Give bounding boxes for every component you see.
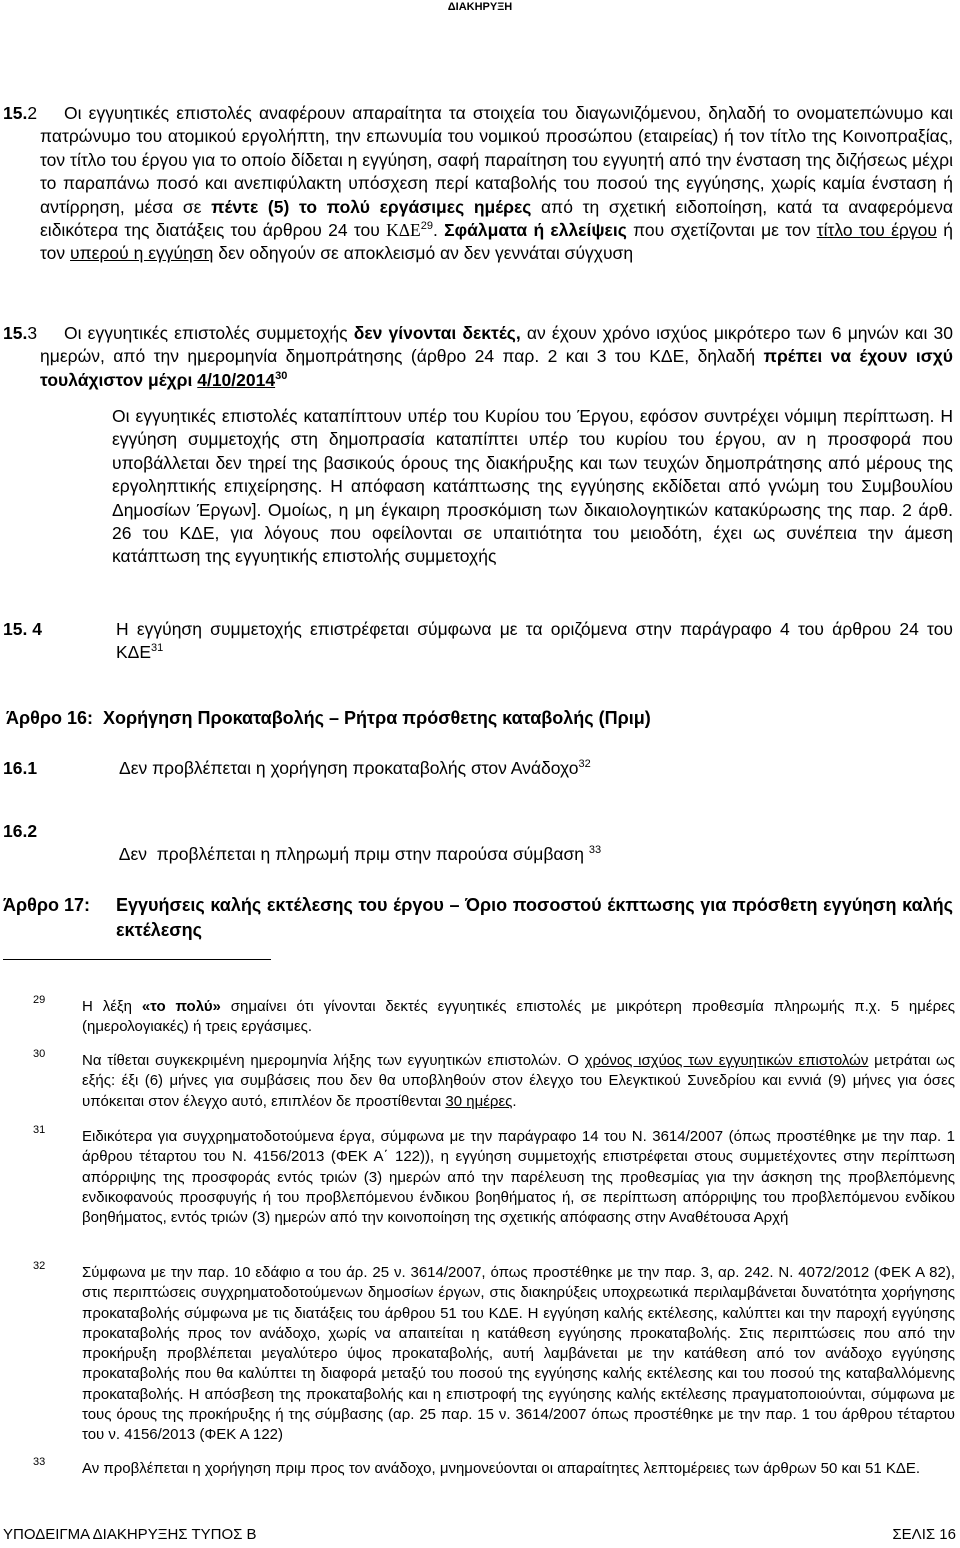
- p15-2-underline-title: τίτλο του έργου: [816, 220, 937, 241]
- section-number-16-1: 16.1: [3, 758, 38, 778]
- fn30-end: .: [512, 1092, 517, 1110]
- footnote-31: Ειδικότερα για συγχρηματοδοτούμενα έργα, σύμφωνα με την παράγραφο 14 του Ν. 3614/2007 (όπως προστέθηκε με την παρ. 1 άρθρου τέταρτου του Ν. 4156/2013 (ΦΕΚ Α΄ 122)), η εγγύηση συμμετοχής επιστρέφεται στους συμμετέχοντες στην περίπτωση απόρριψης της προσφοράς εντός τριών (3) ημερών από την παρέλευση της προθεσμίας για την άσκηση της προβλεπόμενης ενδικοφανούς προσφυγής ή του προβλεπόμενου ένδικου βοηθήματος ή, σε περίπτωση απόρριψης του προβλεπόμενου ενδίκου βοηθήματος, εντός τριών (3) ημερών από την κοινοποίηση της σχετικής απόφασης στην Αναθέτουσα Αρχή: [82, 1128, 955, 1227]
- fn29-pre: Η λέξη: [82, 998, 132, 1015]
- p15-2-bold-errors: Σφάλματα ή ελλείψεις: [444, 220, 627, 241]
- section-number-main: 15.: [3, 103, 28, 123]
- p15-2-text3: που σχετίζονται με τον: [633, 220, 811, 241]
- article-17-label: Άρθρο 17:: [3, 895, 91, 915]
- footnote-31-number: 31: [33, 1124, 46, 1136]
- fn30-pre: Να τίθεται συγκεκριμένη ημερομηνία λήξης των εγγυητικών επιστολών. Ο: [82, 1052, 579, 1069]
- paragraph-16-1: [119, 757, 953, 780]
- footnote-ref-33[interactable]: 33: [588, 844, 602, 857]
- fn30-mid: μετράται ως εξής: έξι (6) μήνες για συμβάσεις που δεν θα υποβληθούν στον έλεγχο του Ελεγκτικού Συνεδρίου και εννιά (9) μήνες για όσες υπόκειται στον έλεγχο αυτό, επιπλέον δε προστίθενται: [82, 1052, 955, 1110]
- p15-3-text2: αν έχουν χρόνο ισχύος μικρότερο των 6 μηνών και 30 ημερών, από την ημερομηνία δημοπράτησης (άρθρο 24 παρ. 2 και 3 του ΚΔΕ, δηλαδή: [40, 323, 953, 367]
- fn29-bold: «το πολύ»: [141, 998, 221, 1015]
- p15-3-validity-date: 4/10/2014: [197, 369, 276, 390]
- p15-3-text1: Οι εγγυητικές επιστολές συμμετοχής: [64, 323, 348, 343]
- footnote-30-number: 30: [33, 1048, 46, 1060]
- p15-3-bold-validity: πρέπει να έχουν ισχύ τουλάχιστον μέχρι: [40, 346, 953, 390]
- article-17-heading: Εγγυήσεις καλής εκτέλεσης του έργου – Όριο ποσοστού έκπτωσης για πρόσθετη εγγύηση καλής εκτέλεσης: [116, 895, 953, 940]
- footnote-33-number: 33: [33, 1456, 46, 1468]
- page-header-title: ΔΙΑΚΗΡΥΞΗ: [447, 1, 513, 13]
- section-number-15-2: [3, 102, 37, 125]
- p16-2-text: Δεν προβλέπεται η πληρωμή πριμ στην παρούσα σύμβαση: [118, 844, 585, 865]
- footnote-ref-30[interactable]: 30: [275, 369, 288, 382]
- footnote-ref-32[interactable]: 32: [578, 758, 591, 771]
- section-number-sub: 3: [27, 323, 38, 343]
- section-number-main: 15.: [3, 323, 28, 343]
- p16-1-text: Δεν προβλέπεται η χορήγηση προκαταβολής στον Ανάδοχο: [119, 758, 579, 778]
- p15-2-text1: Οι εγγυητικές επιστολές αναφέρουν απαραίτητα τα στοιχεία του διαγωνιζόμενου, δηλαδή το ονοματεπώνυμο και πατρώνυμο του ατομικού εργολήπτη, την επωνυμία του νομικού προσώπου (εταιρείας) ή τον τίτλο της Κοινοπραξίας, τον τίτλο του έργου για το οποίο δίδεται η εγγύηση, σαφή παραίτηση του εγγυητή από την ένσταση της διζήσεως μέχρι το παραπάνω ποσό και ανεπιφύλακτη υπόσχεση περί καταβολής του ποσού της εγγύησης, χωρίς καμία ένσταση ή αντίρρηση, μέσα σε: [40, 103, 953, 217]
- footnote-ref-31[interactable]: 31: [151, 642, 164, 655]
- article-16-heading: Άρθρο 16: Χορήγηση Προκαταβολής – Ρήτρα πρόσθετης καταβολής (Πριμ): [6, 708, 651, 728]
- p15-2-text4: ή τον: [40, 220, 953, 264]
- footnote-29: [82, 997, 955, 1038]
- p15-2-dot: .: [432, 220, 438, 241]
- footnote-29-number: 29: [33, 994, 46, 1006]
- p15-3-bold-not-accepted: δεν γίνονται δεκτές,: [353, 323, 521, 343]
- p15-2-text5: δεν οδηγούν σε αποκλεισμό αν δεν γεννάται σύγχυση: [218, 243, 634, 264]
- paragraph-16-2: [110, 820, 953, 867]
- paragraph-15-2: [40, 102, 953, 266]
- footer-page-number: ΣΕΛΙΣ 16: [892, 1526, 956, 1543]
- footnote-ref-29[interactable]: 29: [420, 220, 433, 233]
- paragraph-15-3-forfeiture: Οι εγγυητικές επιστολές καταπίπτουν υπέρ του Κυρίου του Έργου, εφόσον συντρέχει νόμιμη περίπτωση. Η εγγύηση συμμετοχής στη δημοπρασία καταπίπτει υπέρ του κυρίου του έργου, αν η προσφορά που υποβάλλεται δεν τηρεί της βασικούς όρους της διακήρυξης και των τευχών δημοπράτησης από μέρους της εργοληπτικής επιχείρησης. Η απόφαση κατάπτωσης της εγγύησης εκδίδεται από γνώμη του Συμβουλίου Δημοσίων Έργων]. Ομοίως, η μη έγκαιρη προσκόμιση των δικαιολογητικών κατακύρωσης της παρ. 2 άρθ. 26 του ΚΔΕ, για λόγους που οφείλονται σε υπαιτιότητα του μειοδότη, έχει ως συνέπεια την άμεση κατάπτωση της εγγυητικής επιστολής συμμετοχής: [112, 406, 953, 567]
- footnote-33: Αν προβλέπεται η χορήγηση πριμ προς τον ανάδοχο, μνημονεύονται οι απαραίτητες λεπτομέρειες των άρθρων 50 και 51 ΚΔΕ.: [82, 1460, 921, 1477]
- p15-4-text: Η εγγύηση συμμετοχής επιστρέφεται σύμφωνα με τα οριζόμενα στην παράγραφο 4 του άρθρου 24 του ΚΔΕ: [116, 619, 953, 663]
- section-number-16-2: 16.2: [3, 821, 38, 841]
- footnote-32: Σύμφωνα με την παρ. 10 εδάφιο α του άρ. 25 ν. 3614/2007, όπως προστέθηκε με την παρ. 3, αρ. 242. Ν. 4072/2012 (ΦΕΚ Α 82), στις περιπτώσεις συγχρηματοδοτούμενων δημοσίων έργων, στις διακηρύξεις υποχρεωτικά περιλαμβάνεται δυνατότητα χορήγησης προκαταβολής σύμφωνα με τις διατάξεις του άρθρου 51 του ΚΔΕ. Η εγγύηση καλής εκτέλεσης, καλύπτει και την παροχή εγγύησης προκαταβολής προς τον ανάδοχο, χωρίς να απαιτείται η κατάθεση εγγύησης προκαταβολής. Στις περιπτώσεις που από την προκήρυξη προβλέπεται μεγαλύτερο ύψος προκαταβολής, αυτή λαμβάνεται με την κατάθεση από τον ανάδοχο εγγύησης προκαταβολής που θα καλύπτει τη διαφορά μεταξύ του ποσού της εγγύησης καλής εκτέλεσης και του ποσού της καταβαλλόμενης προκαταβολής. Η απόσβεση της προκαταβολής και η επιστροφή της εγγύησης καλής εκτέλεσης πραγματοποιούνται, σύμφωνα με τους όρους της προκήρυξης ή της σύμβασης (αρ. 25 παρ. 15 ν. 3614/2007 όπως προστέθηκε με την παρ. 1 του άρθρου τέταρτου του ν. 4156/2013 (ΦΕΚ Α 122): [82, 1264, 955, 1444]
- p15-2-text2: από τη σχετική ειδοποίηση, κατά τα αναφερόμενα ειδικότερα της διατάξεις του άρθρου 24 του: [40, 196, 953, 241]
- footnote-32-number: 32: [33, 1260, 46, 1272]
- p15-2-kde: ΚΔΕ: [386, 220, 421, 241]
- fn30-underline-validity: χρόνος ισχύος των εγγυητικών επιστολών: [584, 1052, 869, 1069]
- section-number-sub: 2: [27, 103, 38, 123]
- section-number-15-3: [3, 322, 37, 345]
- footnote-separator: [3, 959, 271, 960]
- fn29-text: σημαίνει ότι γίνονται δεκτές εγγυητικές επιστολές με μικρότερη προθεσμία πληρωμής π.χ. 5 ημέρες (ημερολογιακές) ή τρεις εργάσιμες.: [82, 998, 956, 1036]
- fn30-underline-days: 30 ημέρες: [445, 1092, 513, 1110]
- footnote-30: [82, 1051, 955, 1112]
- footer-document-type: ΥΠΟΔΕΙΓΜΑ ΔΙΑΚΗΡΥΞΗΣ ΤΥΠΟΣ Β: [3, 1526, 257, 1543]
- section-number-15-4: 15. 4: [3, 619, 42, 639]
- paragraph-15-4: [116, 618, 953, 665]
- p15-2-bold-deadline: πέντε (5) το πολύ εργάσιμες ημέρες: [211, 196, 532, 217]
- p15-2-underline-guarantee: υπερού η εγγύηση: [70, 243, 214, 264]
- paragraph-15-3: [40, 322, 953, 392]
